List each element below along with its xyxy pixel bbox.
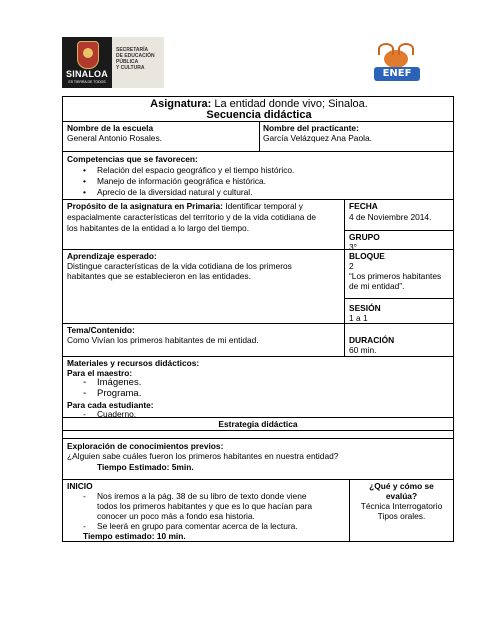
evalua-line: evalúa?	[385, 491, 418, 501]
aprendizaje-line: habitantes que se establecieron en las entidades.	[67, 271, 251, 281]
row-divider	[344, 199, 453, 200]
row-divider	[63, 479, 453, 480]
bloque-value: 2	[349, 261, 354, 271]
asignatura-label: Asignatura:	[150, 98, 212, 110]
row-divider	[63, 356, 453, 357]
inicio-label: INICIO	[67, 481, 93, 491]
materiales-label: Materiales y recursos didácticos:	[67, 358, 200, 368]
dash-icon: -	[83, 491, 86, 501]
sinaloa-logo-name: SINALOA	[66, 69, 108, 79]
estudiante-label: Para cada estudiante:	[67, 400, 154, 410]
moose-head-icon	[384, 50, 408, 68]
bloque-label: BLOQUE	[349, 251, 385, 261]
maestro-label: Para el maestro:	[67, 368, 133, 378]
bullet-icon: •	[83, 176, 86, 186]
estrategia-heading: Estrategia didáctica	[218, 419, 298, 429]
proposito-label: Propósito de la asignatura en Primaria:	[67, 201, 226, 211]
bullet-icon: •	[83, 187, 86, 197]
enef-logo-text: ENEF	[374, 67, 420, 81]
proposito-text: Identificar temporal y	[225, 201, 303, 211]
sesion-label: SESIÓN	[349, 303, 381, 313]
escuela-value: General Antonio Rosales.	[67, 133, 162, 143]
escuela-label: Nombre de la escuela	[67, 123, 154, 133]
secuencia-title: Secuencia didáctica	[206, 109, 312, 121]
dash-icon: -	[83, 388, 87, 399]
proposito-line: los habitantes de la entidad a lo largo del tiempo.	[67, 223, 250, 233]
lesson-plan-table	[62, 96, 454, 542]
tecnica-line: Tipos orales.	[377, 511, 426, 521]
proposito-line	[67, 201, 303, 211]
bloque-line: de mi entidad”.	[349, 281, 405, 291]
inicio-item-line: Nos iremos a la pág. 38 de su libro de texto donde viene	[97, 491, 307, 501]
maestro-item: Imágenes.	[97, 377, 142, 388]
sepyc-text-block	[112, 37, 164, 88]
enef-logo	[372, 37, 422, 83]
sesion-value: 1 a 1	[349, 313, 368, 323]
tecnica-line: Técnica Interrogatorio	[360, 501, 443, 511]
dash-icon: -	[83, 521, 86, 531]
inicio-item-line: conocer un poco más a fondo esa historia.	[97, 511, 255, 521]
evalua-line: ¿Qué y cómo se	[369, 481, 434, 491]
tema-label: Tema/Contenido:	[67, 325, 135, 335]
sinaloa-emblem-block	[62, 37, 112, 88]
sepyc-agency-text: SECRETARÍA DE EDUCACIÓN PÚBLICA Y CULTURA	[116, 47, 155, 71]
inicio-time: Tiempo estimado: 10 min.	[83, 531, 186, 541]
competencia-item: Manejo de información geográfica e histórica.	[97, 176, 266, 186]
row-divider	[63, 323, 453, 324]
tema-value: Como Vivían los primeros habitantes de mi entidad.	[67, 335, 259, 345]
proposito-line: espacialmente características del territorio y de la vida cotidiana de	[67, 212, 317, 222]
row-divider	[344, 298, 453, 299]
column-divider	[344, 199, 345, 356]
row-divider	[63, 199, 344, 200]
aprendizaje-line: Distingue características de la vida cotidiana de los primeros	[67, 261, 292, 271]
inicio-item-line: Se leerá en grupo para comentar acerca de la lectura.	[97, 521, 298, 531]
row-divider	[63, 430, 453, 431]
sinaloa-shield-icon	[77, 41, 99, 69]
dash-icon: -	[83, 409, 86, 419]
row-divider	[63, 249, 453, 250]
sinaloa-logo-sub: ES TIERRA DE TODOS	[68, 80, 106, 84]
row-divider	[344, 230, 453, 231]
grupo-label: GRUPO	[349, 232, 380, 242]
estudiante-item: Cuaderno.	[97, 409, 137, 419]
exploracion-time: Tiempo Estimado: 5min.	[97, 462, 194, 472]
row-divider	[63, 151, 453, 152]
column-divider	[259, 121, 260, 151]
fecha-value: 4 de Noviembre 2014.	[349, 212, 432, 222]
bullet-icon: •	[83, 165, 86, 175]
exploracion-question: ¿Alguien sabe cuáles fueron los primeros habitantes en nuestra entidad?	[67, 451, 339, 461]
competencia-item: Aprecio de la diversidad natural y cultural.	[97, 187, 253, 197]
sinaloa-sepyc-logo	[62, 37, 164, 88]
duracion-label: DURACIÓN	[349, 335, 395, 345]
exploracion-label: Exploración de conocimientos previos:	[67, 441, 224, 451]
practicante-value: García Velázquez Ana Paola.	[263, 133, 372, 143]
duracion-value: 60 min.	[349, 345, 377, 355]
maestro-item: Programa.	[97, 388, 142, 399]
competencia-item: Relación del espacio geográfico y el tiempo histórico.	[97, 165, 295, 175]
fecha-label: FECHA	[349, 201, 378, 211]
row-divider	[63, 438, 453, 439]
competencias-label: Competencias que se favorecen:	[67, 154, 198, 164]
aprendizaje-label: Aprendizaje esperado:	[67, 251, 157, 261]
grupo-value: 3°	[349, 242, 358, 252]
inicio-item-line: todos los primeros habitantes y que es lo que hacían para	[97, 501, 313, 511]
dash-icon: -	[83, 377, 87, 388]
bloque-line: “Los primeros habitantes	[349, 271, 442, 281]
practicante-label: Nombre del practicante:	[263, 123, 359, 133]
asignatura-value: La entidad donde vivo; Sinaloa.	[211, 98, 368, 110]
